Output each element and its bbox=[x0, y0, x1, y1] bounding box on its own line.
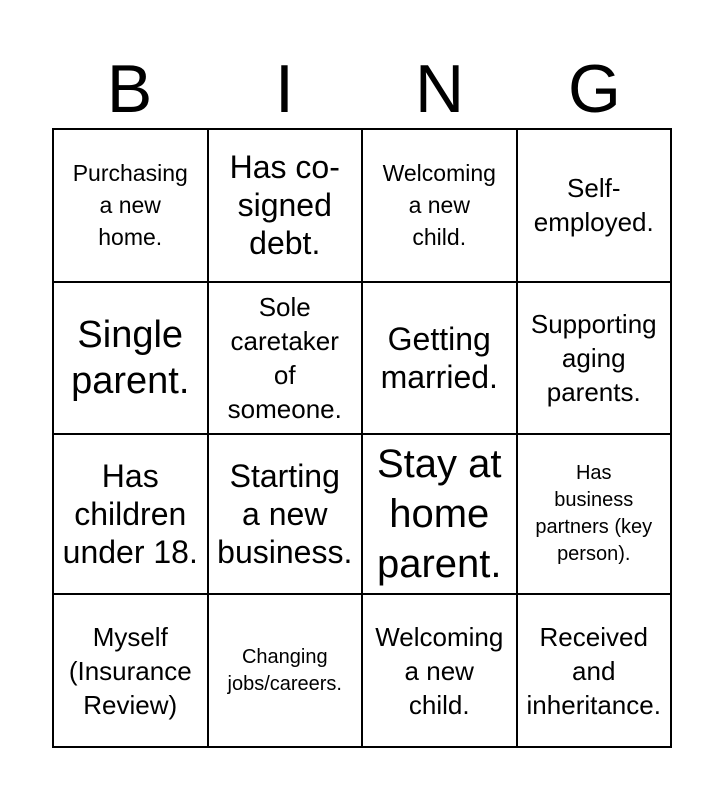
cell-line: Self- bbox=[567, 173, 621, 204]
bingo-header bbox=[52, 44, 672, 134]
cell-line: Review) bbox=[83, 689, 178, 720]
cell-line: person). bbox=[557, 543, 631, 566]
cell-line: child. bbox=[412, 224, 467, 251]
cell-line: jobs/careers. bbox=[227, 672, 342, 695]
cell-line: Sole bbox=[258, 291, 311, 322]
header-letter-g: G bbox=[568, 51, 621, 127]
cell-line: Welcoming bbox=[375, 621, 504, 652]
cell-line: parents. bbox=[546, 376, 641, 407]
header-letter-i: I bbox=[275, 51, 294, 127]
bingo-cell[interactable] bbox=[54, 435, 209, 595]
cell-line: a new bbox=[99, 192, 161, 219]
bingo-cell[interactable] bbox=[518, 595, 673, 748]
cell-line: children bbox=[74, 496, 187, 533]
bingo-cell[interactable] bbox=[209, 595, 364, 748]
bingo-cell[interactable] bbox=[54, 595, 209, 748]
bingo-cell[interactable] bbox=[518, 283, 673, 436]
cell-line: employed. bbox=[533, 207, 654, 238]
cell-line: of bbox=[273, 359, 296, 390]
cell-line: signed bbox=[237, 187, 332, 224]
cell-line: parent. bbox=[376, 542, 502, 587]
cell-line: Has bbox=[101, 458, 159, 495]
cell-line: debt. bbox=[249, 225, 321, 262]
cell-line: business bbox=[554, 489, 634, 512]
header-letter-b: B bbox=[106, 51, 153, 127]
bingo-cell[interactable] bbox=[363, 595, 518, 748]
cell-line: Single bbox=[77, 313, 184, 356]
header-letter-n: N bbox=[414, 51, 465, 127]
cell-line: Changing bbox=[241, 645, 328, 668]
cell-line: home bbox=[389, 492, 490, 537]
cell-line: caretaker bbox=[230, 325, 339, 356]
cell-line: Welcoming bbox=[382, 160, 496, 187]
cell-line: business. bbox=[217, 534, 353, 571]
bingo-cell[interactable] bbox=[363, 435, 518, 595]
cell-line: Starting bbox=[229, 458, 340, 495]
bingo-cell[interactable] bbox=[54, 283, 209, 436]
cell-line: a new bbox=[408, 192, 470, 219]
bingo-cell[interactable] bbox=[54, 130, 209, 283]
cell-line: Stay at bbox=[376, 442, 502, 487]
cell-line: Has bbox=[575, 462, 612, 485]
cell-line: Myself bbox=[92, 621, 168, 652]
cell-line: Supporting bbox=[530, 308, 657, 339]
cell-line: (Insurance bbox=[68, 655, 192, 686]
cell-line: and bbox=[572, 655, 616, 686]
cell-line: home. bbox=[98, 224, 163, 251]
cell-line: Purchasing bbox=[72, 160, 188, 187]
bingo-cell[interactable] bbox=[518, 435, 673, 595]
bingo-cell[interactable] bbox=[363, 283, 518, 436]
cell-line: Received bbox=[539, 621, 648, 652]
bingo-cell[interactable] bbox=[518, 130, 673, 283]
cell-line: a new bbox=[404, 655, 474, 686]
cell-line: married. bbox=[380, 358, 498, 395]
cell-line: Getting bbox=[387, 320, 491, 357]
cell-line: Has co- bbox=[229, 149, 340, 186]
cell-line: aging bbox=[561, 342, 626, 373]
cell-line: inheritance. bbox=[526, 689, 661, 720]
cell-line: child. bbox=[408, 689, 470, 720]
bingo-cell[interactable] bbox=[363, 130, 518, 283]
cell-line: under 18. bbox=[62, 534, 198, 571]
cell-line: parent. bbox=[71, 359, 190, 402]
cell-line: someone. bbox=[227, 393, 342, 424]
bingo-cell[interactable] bbox=[209, 283, 364, 436]
cell-line: a new bbox=[242, 496, 328, 533]
bingo-cell[interactable] bbox=[209, 435, 364, 595]
cell-line: partners (key bbox=[535, 516, 653, 539]
bingo-grid bbox=[52, 128, 672, 748]
bingo-cell[interactable] bbox=[209, 130, 364, 283]
